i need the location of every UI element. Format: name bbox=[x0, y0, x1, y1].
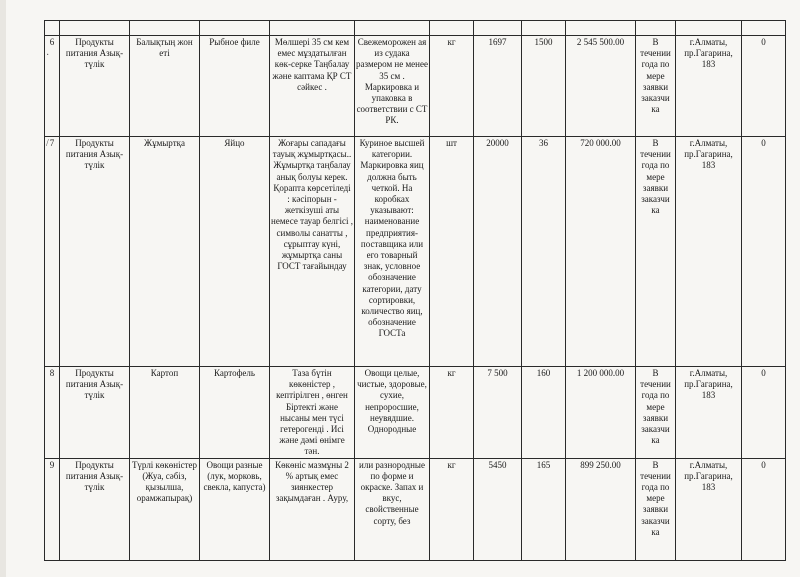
row-number: 9 bbox=[45, 458, 60, 560]
row-number: 6 bbox=[45, 36, 60, 137]
scan-left-edge bbox=[0, 0, 6, 577]
unit-cell: шт bbox=[430, 137, 474, 367]
delivery-place-cell: г.Алматы, пр.Гагарина, 183 bbox=[676, 458, 742, 560]
unit-cell: кг bbox=[430, 36, 474, 137]
quantity-cell: 7 500 bbox=[474, 367, 522, 459]
quantity-cell: 1697 bbox=[474, 36, 522, 137]
name-kz-cell: Балықтың жон еті bbox=[130, 36, 200, 137]
table-row bbox=[45, 458, 786, 560]
unit-cell: кг bbox=[430, 367, 474, 459]
description-ru-cell: Свежеморожен ая из судака размером не менее 35 см . Маркировка и упаковка в соответствии с СТ РК. bbox=[355, 36, 430, 137]
name-kz-cell: Жұмыртқа bbox=[130, 137, 200, 367]
description-kz-cell: Көкөніс мазмұны 2 % артық емес зиянкестер зақымдаған . Ауру, bbox=[270, 458, 355, 560]
description-kz-cell: Таза бүтін көкөністер , кептірілген , өнген Біртекті және нысаны мен түсі гетерогенді . Исі және дәмі өнімге тән. bbox=[270, 367, 355, 459]
price-cell: 160 bbox=[522, 367, 566, 459]
price-cell: 1500 bbox=[522, 36, 566, 137]
delivery-term-cell: В течении года по мере заявки заказчи ка bbox=[636, 458, 676, 560]
description-kz-cell: Мөлшері 35 см кем емес мұздатылған көк-серке Таңбалау және каптама ҚР СТ сәйкес . bbox=[270, 36, 355, 137]
name-kz-cell: Картоп bbox=[130, 367, 200, 459]
description-ru-cell: Овощи целые, чистые, здоровые, сухие, непроросшие, неувядшие. Однородные bbox=[355, 367, 430, 459]
delivery-term-cell: В течении года по мере заявки заказчи ка bbox=[636, 36, 676, 137]
delivery-place-cell: г.Алматы, пр.Гагарина, 183 bbox=[676, 137, 742, 367]
table-row bbox=[45, 137, 786, 367]
name-ru-cell: Картофель bbox=[200, 367, 270, 459]
margin-mark: · bbox=[46, 50, 50, 61]
delivery-term-cell: В течении года по мере заявки заказчи ка bbox=[636, 367, 676, 459]
table-row bbox=[45, 36, 786, 137]
advance-cell: 0 bbox=[742, 367, 786, 459]
unit-cell: кг bbox=[430, 458, 474, 560]
row-number: 8 bbox=[45, 367, 60, 459]
margin-mark: / bbox=[46, 138, 49, 149]
category-cell: Продукты питания Азық-түлік bbox=[60, 137, 130, 367]
total-cell: 2 545 500.00 bbox=[566, 36, 636, 137]
row-number: 7 bbox=[45, 137, 60, 367]
name-ru-cell: Яйцо bbox=[200, 137, 270, 367]
total-cell: 899 250.00 bbox=[566, 458, 636, 560]
advance-cell: 0 bbox=[742, 36, 786, 137]
description-ru-cell: или разнородные по форме и окраске. Запах и вкус, свойственные сорту, без bbox=[355, 458, 430, 560]
delivery-term-cell: В течении года по мере заявки заказчи ка bbox=[636, 137, 676, 367]
category-cell: Продукты питания Азық-түлік bbox=[60, 458, 130, 560]
delivery-place-cell: г.Алматы, пр.Гагарина, 183 bbox=[676, 36, 742, 137]
price-cell: 36 bbox=[522, 137, 566, 367]
description-ru-cell: Куриное высшей категории. Маркировка яиц должна быть четкой. На коробках указывают: наименование предприятия- поставщика или его товарный знак, условное обозначение категории, дату сортировки, количество яиц, обозначение ГОСТа bbox=[355, 137, 430, 367]
total-cell: 720 000.00 bbox=[566, 137, 636, 367]
table-row bbox=[45, 367, 786, 459]
total-cell: 1 200 000.00 bbox=[566, 367, 636, 459]
procurement-table bbox=[44, 20, 786, 561]
advance-cell: 0 bbox=[742, 458, 786, 560]
advance-cell: 0 bbox=[742, 137, 786, 367]
delivery-place-cell: г.Алматы, пр.Гагарина, 183 bbox=[676, 367, 742, 459]
category-cell: Продукты питания Азық-түлік bbox=[60, 367, 130, 459]
name-ru-cell: Овощи разные (лук, морковь, свекла, капуста) bbox=[200, 458, 270, 560]
table-top-strip bbox=[45, 21, 786, 36]
name-kz-cell: Түрлі көкөністер (Жуа, сәбіз, қызылша, орамжапырақ) bbox=[130, 458, 200, 560]
name-ru-cell: Рыбное филе bbox=[200, 36, 270, 137]
category-cell: Продукты питания Азық-түлік bbox=[60, 36, 130, 137]
quantity-cell: 5450 bbox=[474, 458, 522, 560]
quantity-cell: 20000 bbox=[474, 137, 522, 367]
description-kz-cell: Жоғары сападағы тауық жұмыртқасы.. Жұмыртқа таңбалау анық болуы керек. Қорапта көрсетіледі : кәсіпорын - жеткізуші аты немесе тауар белгісі , символы санатты , сұрыптау күні, жұмыртқа саны ГОСТ тағайындау bbox=[270, 137, 355, 367]
price-cell: 165 bbox=[522, 458, 566, 560]
